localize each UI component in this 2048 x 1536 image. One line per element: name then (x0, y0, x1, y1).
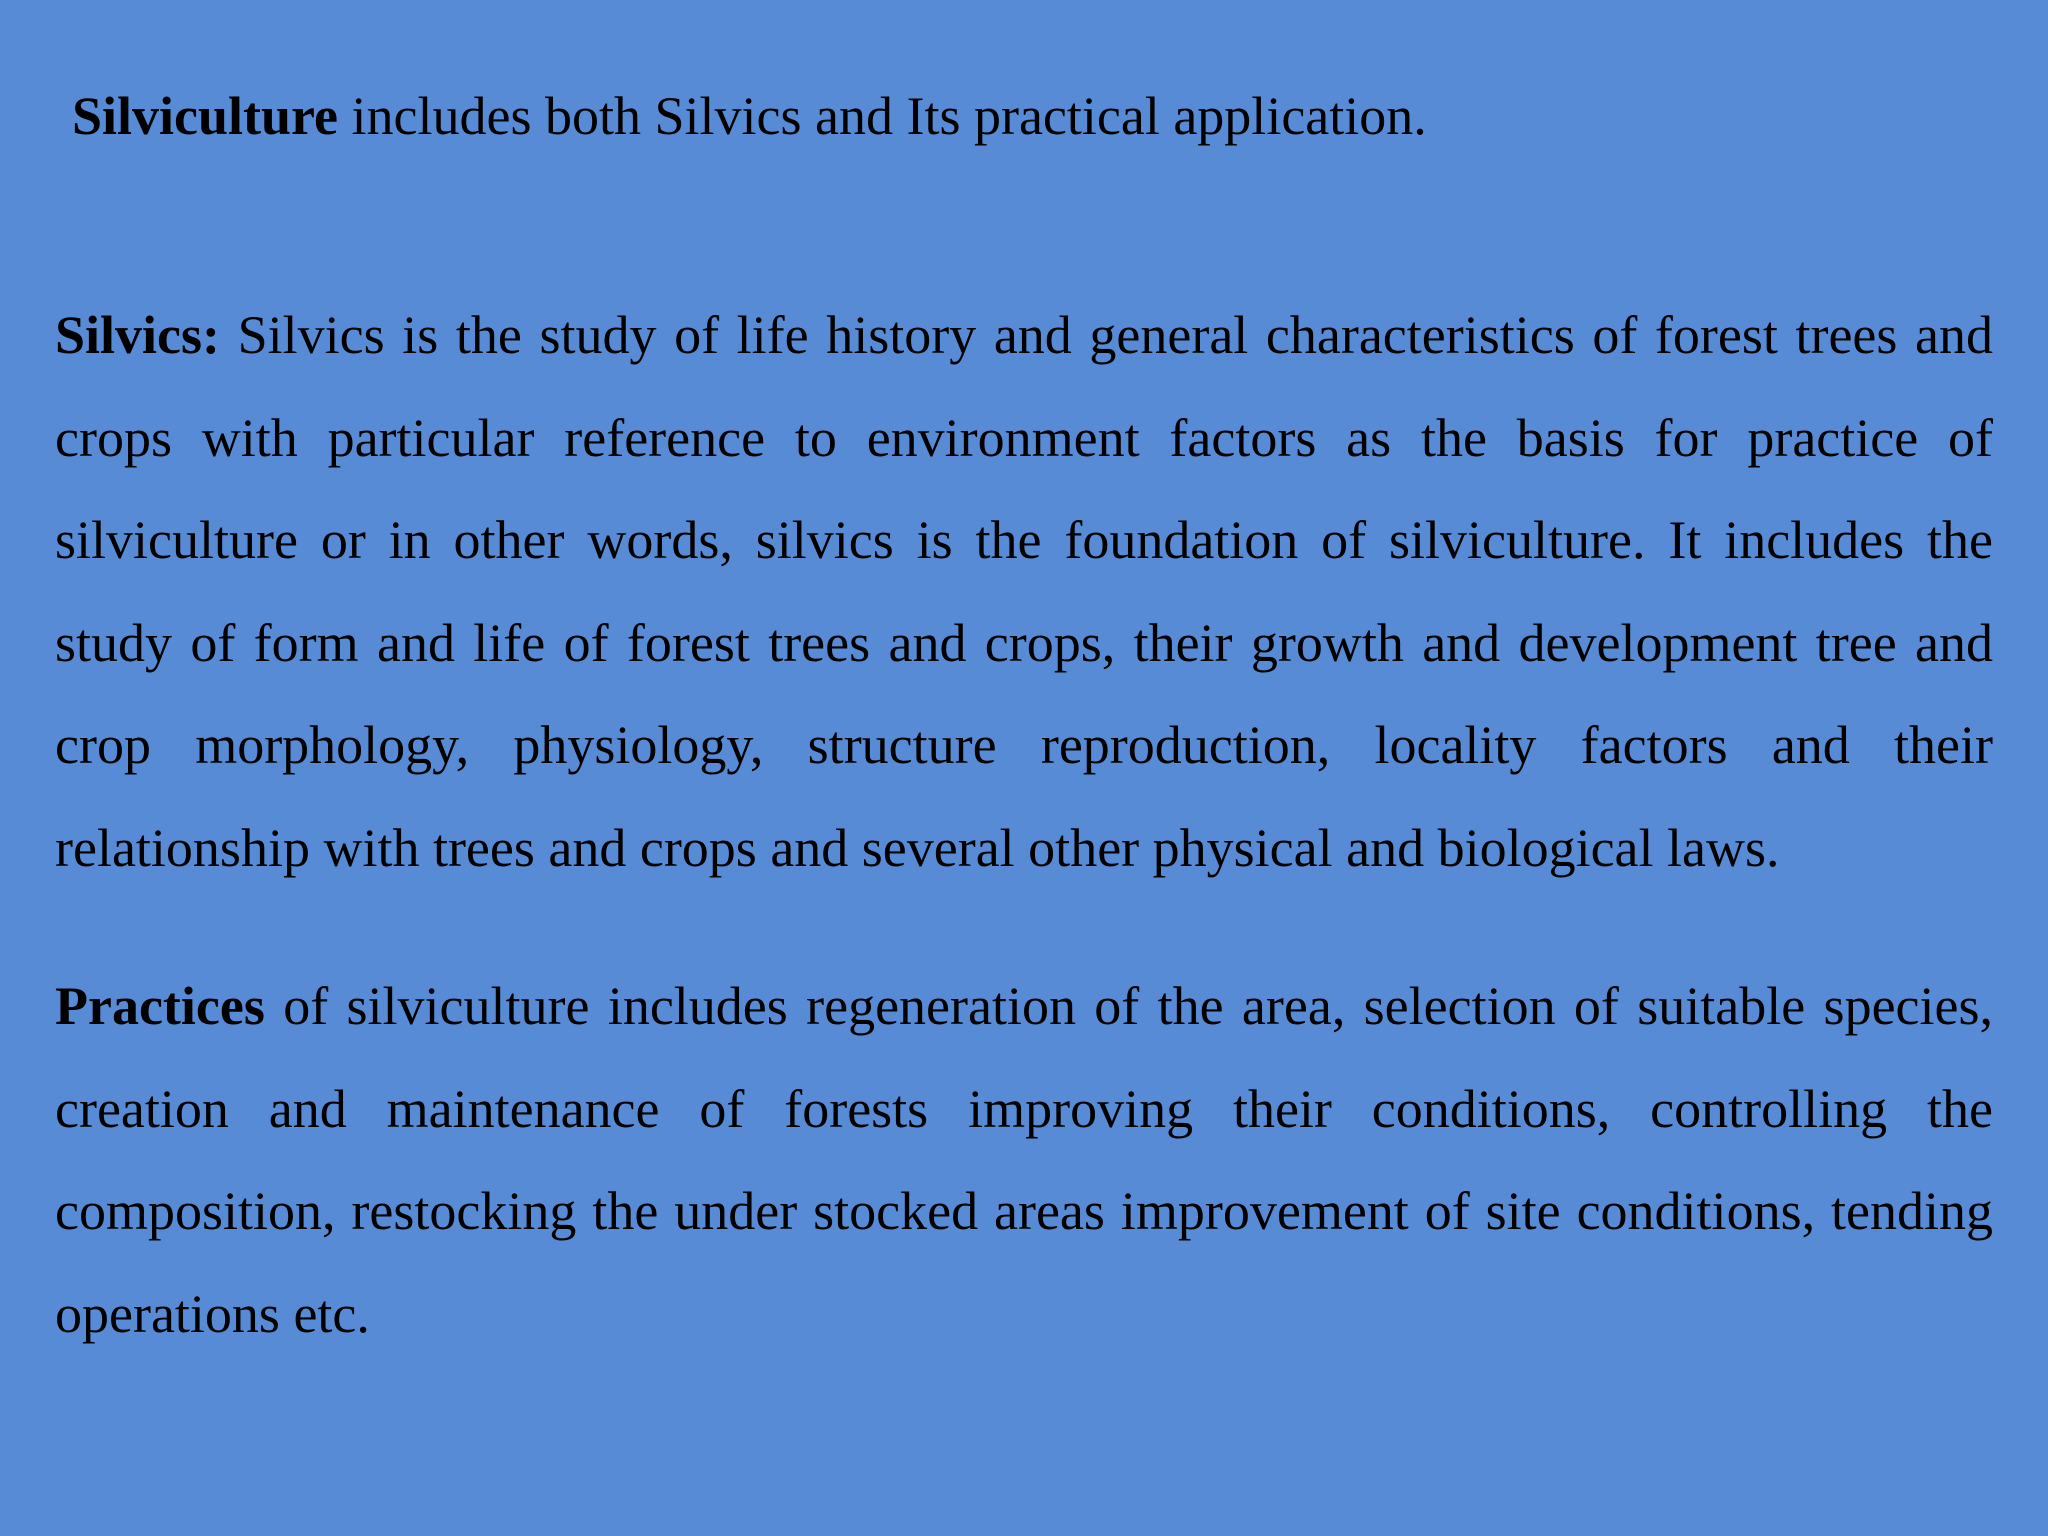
silvics-term: Silvics: (55, 305, 221, 365)
practices-term: Practices (55, 976, 265, 1036)
practices-text: of silviculture includes regeneration of the area, selection of suitable species, creation and maintenance of forests improving their conditions, controlling the composition, restocking the under stocked areas improvement of site conditions, tending operations etc. (55, 976, 1993, 1344)
silvics-text: Silvics is the study of life history and general characteristics of forest trees and crops with particular reference to environment factors as the basis for practice of silviculture or in other words, silvics is the foundation of silviculture. It includes the study of form and life of forest trees and crops, their growth and development tree and crop morphology, physiology, structure reproduction, locality factors and their relationship with trees and crops and several other physical and biological laws. (55, 305, 1993, 878)
practices-paragraph (55, 955, 1993, 1365)
intro-text: includes both Silvics and Its practical application. (338, 86, 1427, 146)
intro-statement (72, 80, 1427, 152)
silvics-paragraph (55, 284, 1993, 899)
silviculture-term: Silviculture (72, 86, 339, 146)
